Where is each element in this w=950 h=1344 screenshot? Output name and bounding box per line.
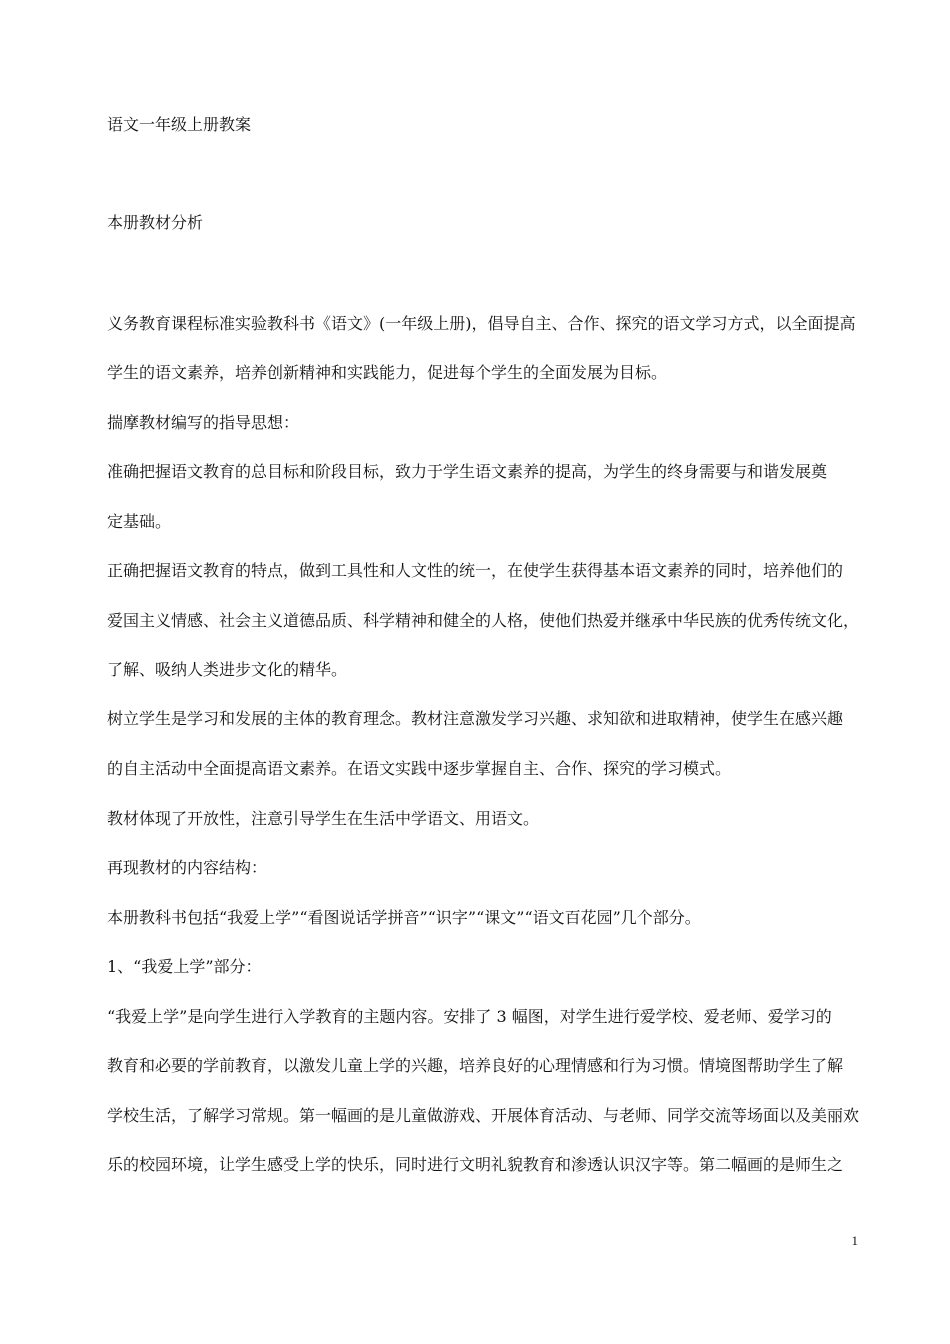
body-line: “我爱上学”是向学生进行入学教育的主题内容。安排了 3 幅图，对学生进行爱学校、爱老师、爱学习的: [107, 1007, 832, 1026]
body-line: 了解、吸纳人类进步文化的精华。: [107, 660, 348, 679]
body-line: 揣摩教材编写的指导思想：: [107, 413, 300, 432]
body-line: 树立学生是学习和发展的主体的教育理念。教材注意激发学习兴趣、求知欲和进取精神，使学生在感兴趣: [107, 709, 844, 728]
body-line: 正确把握语文教育的特点，做到工具性和人文性的统一，在使学生获得基本语文素养的同时，培养他们的: [107, 561, 844, 580]
body-line: 学生的语文素养，培养创新精神和实践能力，促进每个学生的全面发展为目标。: [107, 363, 668, 382]
body-line: 准确把握语文教育的总目标和阶段目标，致力于学生语文素养的提高，为学生的终身需要与和谐发展奠: [107, 462, 828, 481]
body-line: 教育和必要的学前教育，以激发儿童上学的兴趣，培养良好的心理情感和行为习惯。情境图帮助学生了解: [107, 1056, 844, 1075]
body-line: 的自主活动中全面提高语文素养。在语文实践中逐步掌握自主、合作、探究的学习模式。: [107, 759, 732, 778]
body-line: 乐的校园环境，让学生感受上学的快乐，同时进行文明礼貌教育和渗透认识汉字等。第二幅画的是师生之: [107, 1155, 844, 1174]
body-line: 义务教育课程标准实验教科书《语文》(一年级上册)，倡导自主、合作、探究的语文学习方式，以全面提高: [107, 314, 856, 333]
document-title: 语文一年级上册教案: [107, 115, 252, 134]
section-heading: 本册教材分析: [107, 213, 204, 232]
body-line: 1、“我爱上学”部分：: [107, 957, 262, 976]
body-line: 本册教科书包括“我爱上学”“看图说话学拼音”“识字”“课文”“语文百花园”几个部分。: [107, 908, 701, 927]
body-line: 爱国主义情感、社会主义道德品质、科学精神和健全的人格，使他们热爱并继承中华民族的优秀传统文化，: [107, 611, 860, 630]
body-line: 定基础。: [107, 512, 172, 531]
body-line: 教材体现了开放性，注意引导学生在生活中学语文、用语文。: [107, 809, 540, 828]
body-line: 再现教材的内容结构：: [107, 858, 268, 877]
body-line: 学校生活，了解学习常规。第一幅画的是儿童做游戏、开展体育活动、与老师、同学交流等场面以及美丽欢: [107, 1106, 860, 1125]
page-number: 1: [851, 1233, 858, 1248]
